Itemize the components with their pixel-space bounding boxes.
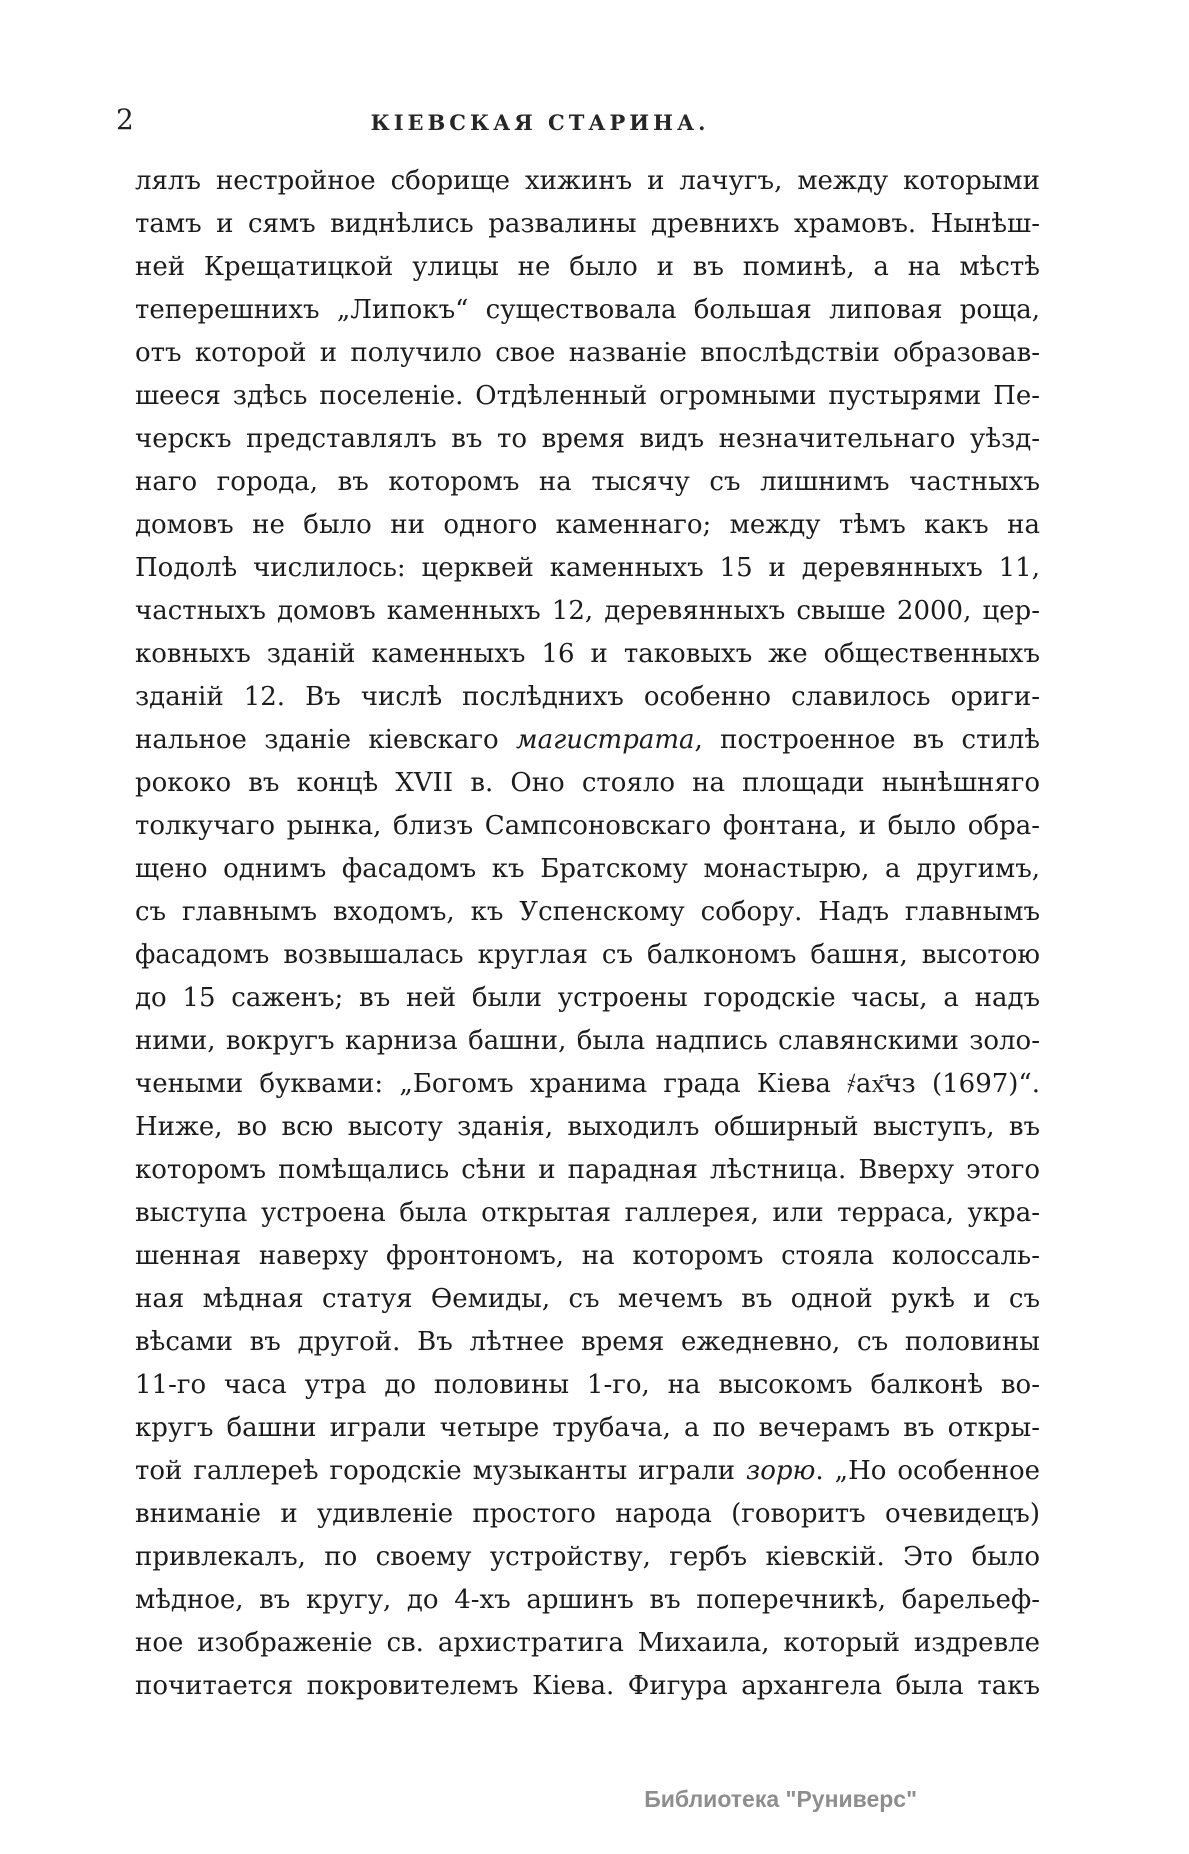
text-line: ней Крещатицкой улицы не было и въ поминѣ, а на мѣстѣ xyxy=(135,252,1040,282)
text-block xyxy=(135,160,1040,1708)
text-line: выступа устроена была открытая галлерея, или терраса, укра- xyxy=(135,1198,1040,1228)
text-line: тамъ и сямъ виднѣлись развалины древнихъ храмовъ. Нынѣш- xyxy=(135,209,1040,239)
text-line: толкучаго рынка, близъ Сампсоновскаго фонтана, и было обра- xyxy=(135,811,1040,841)
text-line: почитается покровителемъ Кіева. Фигура архангела была такъ xyxy=(135,1671,1040,1701)
text-line: кругъ башни играли четыре трубача, а по вечерамъ въ откры- xyxy=(135,1413,1040,1443)
text-line: той галлереѣ городскіе музыканты играли зорю. „Но особенное xyxy=(135,1456,1040,1486)
text-line: ное изображеніе св. архистратига Михаила, который издревле xyxy=(135,1628,1040,1658)
text-line: частныхъ домовъ каменныхъ 12, деревянныхъ свыше 2000, цер- xyxy=(135,596,1040,626)
text-line: нальное зданіе кіевскаго магистрата, построенное въ стилѣ xyxy=(135,725,1040,755)
text-line: съ главнымъ входомъ, къ Успенскому собору. Надъ главнымъ xyxy=(135,897,1040,927)
watermark: Библиотека "Руниверс" xyxy=(644,1786,917,1812)
text-line: черскъ представлялъ въ то время видъ незначительнаго уѣзд- xyxy=(135,424,1040,454)
page-number: 2 xyxy=(116,103,134,136)
text-line: Подолѣ числилось: церквей каменныхъ 15 и деревянныхъ 11, xyxy=(135,553,1040,583)
text-line: фасадомъ возвышалась круглая съ балкономъ башня, высотою xyxy=(135,940,1040,970)
text-line: чеными буквами: „Богомъ хранима града Кіева ҂ах҃чз (1697)“. xyxy=(135,1069,1040,1099)
text-line: домовъ не было ни одного каменнаго; между тѣмъ какъ на xyxy=(135,510,1040,540)
text-line: вниманіе и удивленіе простого народа (говоритъ очевидецъ) xyxy=(135,1499,1040,1529)
text-line: 11-го часа утра до половины 1-го, на высокомъ балконѣ во- xyxy=(135,1370,1040,1400)
text-line: зданій 12. Въ числѣ послѣднихъ особенно славилось ориги- xyxy=(135,682,1040,712)
text-line: которомъ помѣщались сѣни и парадная лѣстница. Вверху этого xyxy=(135,1155,1040,1185)
header-title: КІЕВСКАЯ СТАРИНА. xyxy=(370,110,710,135)
text-line: ковныхъ зданій каменныхъ 16 и таковыхъ же общественныхъ xyxy=(135,639,1040,669)
text-line: мѣдное, въ кругу, до 4-хъ аршинъ въ поперечникѣ, барельеф- xyxy=(135,1585,1040,1615)
text-line: привлекалъ, по своему устройству, гербъ кіевскій. Это было xyxy=(135,1542,1040,1572)
text-line: ная мѣдная статуя Ѳемиды, съ мечемъ въ одной рукѣ и съ xyxy=(135,1284,1040,1314)
text-line: лялъ нестройное сборище хижинъ и лачугъ, между которыми xyxy=(135,166,1040,196)
text-line: наго города, въ которомъ на тысячу съ лишнимъ частныхъ xyxy=(135,467,1040,497)
text-line: шенная наверху фронтономъ, на которомъ стояла колоссаль- xyxy=(135,1241,1040,1271)
text-line: шееся здѣсь поселеніе. Отдѣленный огромными пустырями Пе- xyxy=(135,381,1040,411)
text-line: ними, вокругъ карниза башни, была надпись славянскими золо- xyxy=(135,1026,1040,1056)
text-line: вѣсами въ другой. Въ лѣтнее время ежедневно, съ половины xyxy=(135,1327,1040,1357)
text-line: Ниже, во всю высоту зданія, выходилъ обширный выступъ, въ xyxy=(135,1112,1040,1142)
text-line: теперешнихъ „Липокъ“ существовала большая липовая роща, xyxy=(135,295,1040,325)
text-line: рококо въ концѣ XVII в. Оно стояло на площади нынѣшняго xyxy=(135,768,1040,798)
text-line: отъ которой и получило свое названіе впослѣдствіи образовав- xyxy=(135,338,1040,368)
text-line: щено однимъ фасадомъ къ Братскому монастырю, а другимъ, xyxy=(135,854,1040,884)
text-line: до 15 саженъ; въ ней были устроены городскіе часы, а надъ xyxy=(135,983,1040,1013)
